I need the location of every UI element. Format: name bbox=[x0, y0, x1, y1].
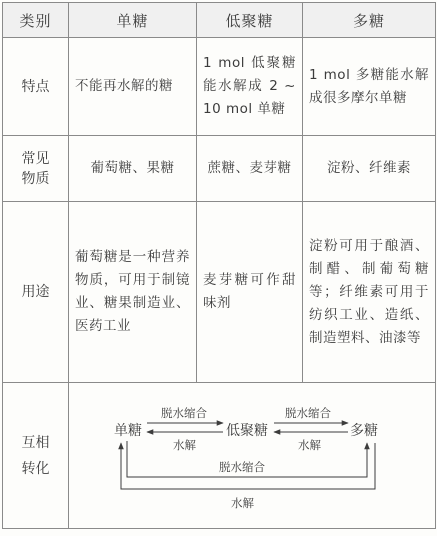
row-label-common-substances bbox=[3, 136, 69, 202]
cell-text: 不能再水解的糖 bbox=[75, 78, 173, 94]
header-row bbox=[3, 3, 436, 38]
sugar-classification-table bbox=[2, 2, 436, 529]
cell-oligo-substances bbox=[197, 136, 303, 202]
cell-text: 蔗糖、麦芽糖 bbox=[207, 160, 292, 176]
label-hydrolysis-1: 水解 bbox=[173, 438, 196, 452]
cell-text: 1 mol 低聚糖能水解成 2 ~ 10 mol 单糖 bbox=[203, 55, 296, 117]
node-polysaccharide: 多糖 bbox=[350, 423, 378, 439]
row-label-uses: 用途 bbox=[3, 202, 69, 383]
label-hydrolysis-2: 水解 bbox=[298, 438, 321, 452]
cell-text: 淀粉、纤维素 bbox=[327, 160, 411, 176]
header-monosaccharide: 单糖 bbox=[69, 3, 197, 38]
label-dehydration-1: 脱水缩合 bbox=[161, 406, 207, 420]
cell-text: 麦芽糖可作甜味剂 bbox=[203, 272, 296, 311]
row-label-line: 常见 bbox=[21, 150, 50, 167]
row-label-line: 互相 bbox=[21, 434, 50, 451]
label-dehydration-2: 脱水缩合 bbox=[285, 406, 331, 420]
row-label-conversion bbox=[3, 383, 69, 529]
table-row-characteristics bbox=[3, 38, 436, 136]
cell-poly-characteristics bbox=[303, 38, 436, 136]
cell-mono-characteristics bbox=[69, 38, 197, 136]
cell-mono-substances bbox=[69, 136, 197, 202]
conversion-diagram-cell bbox=[69, 383, 436, 529]
cell-poly-substances bbox=[303, 136, 436, 202]
cell-text: 淀粉可用于酿酒、制醋、制葡萄糖等；纤维素可用于纺织工业、造纸、制造塑料、油漆等 bbox=[309, 237, 429, 346]
table-row-common-substances bbox=[3, 136, 436, 202]
header-polysaccharide: 多糖 bbox=[303, 3, 436, 38]
cell-text: 1 mol 多糖能水解成很多摩尔单糖 bbox=[309, 66, 429, 106]
cell-text: 葡萄糖、果糖 bbox=[90, 160, 175, 176]
label-hydrolysis-3: 水解 bbox=[231, 496, 254, 510]
node-oligosaccharide: 低聚糖 bbox=[226, 423, 268, 439]
row-label-line: 转化 bbox=[21, 460, 50, 477]
cell-text: 葡萄糖是一种营养物质，可用于制镜业、糖果制造业、医药工业 bbox=[75, 249, 190, 334]
table-row-conversion bbox=[3, 383, 436, 529]
table-row-uses bbox=[3, 202, 436, 383]
row-label-line: 物质 bbox=[21, 170, 50, 187]
cell-oligo-characteristics bbox=[197, 38, 303, 136]
node-monosaccharide: 单糖 bbox=[114, 423, 142, 439]
cell-mono-uses bbox=[69, 202, 197, 383]
cell-poly-uses bbox=[303, 202, 436, 383]
label-dehydration-3: 脱水缩合 bbox=[219, 460, 265, 474]
header-oligosaccharide: 低聚糖 bbox=[197, 3, 303, 38]
row-label-characteristics: 特点 bbox=[3, 38, 69, 136]
header-category: 类别 bbox=[3, 3, 69, 38]
conversion-diagram bbox=[69, 383, 435, 528]
cell-oligo-uses bbox=[197, 202, 303, 383]
